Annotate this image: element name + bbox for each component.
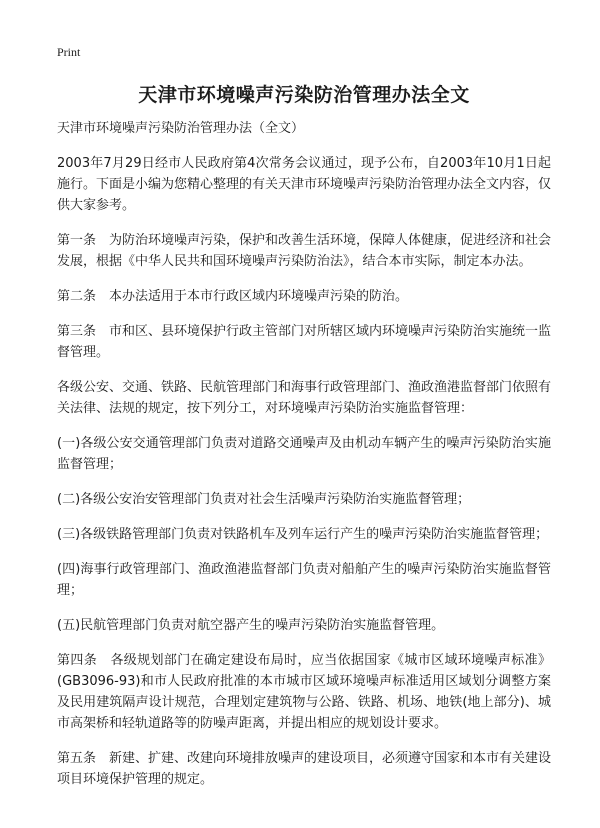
paragraph-article-5: 第五条 新建、扩建、改建向环境排放噪声的建设项目，必须遵守国家和本市有关建设项目环境保护管理的规定。: [57, 751, 552, 787]
paragraph-item-2: (二)各级公安治安管理部门负责对社会生活噪声污染防治实施监督管理；: [57, 492, 471, 507]
paragraph-item-5: (五)民航管理部门负责对航空器产生的噪声污染防治实施监督管理。: [57, 618, 445, 633]
paragraph-item-4: (四)海事行政管理部门、渔政渔港监督部门负责对船舶产生的噪声污染防治实施监督管理；: [57, 562, 551, 598]
paragraph-article-1: 第一条 为防治环境噪声污染，保护和改善生活环境，保障人体健康，促进经济和社会发展，根据《中华人民共和国环境噪声污染防治法》，结合本市实际，制定本办法。: [57, 233, 552, 269]
paragraph-article-3: 第三条 市和区、县环境保护行政主管部门对所辖区域内环境噪声污染防治实施统一监督管理。: [57, 324, 552, 360]
paragraph-subtitle: 天津市环境噪声污染防治管理办法（全文）: [57, 121, 305, 136]
paragraph-article-3-detail: 各级公安、交通、铁路、民航管理部门和海事行政管理部门、渔政渔港监督部门依照有关法律、法规的规定，按下列分工，对环境噪声污染防治实施监督管理：: [57, 380, 552, 416]
print-link[interactable]: Print: [57, 45, 81, 59]
paragraph-article-2: 第二条 本办法适用于本市行政区域内环境噪声污染的防治。: [57, 289, 409, 304]
paragraph-item-1: (一)各级公安交通管理部门负责对道路交通噪声及由机动车辆产生的噪声污染防治实施监督管理；: [57, 436, 551, 472]
paragraph-article-4: 第四条 各级规划部门在确定建设布局时，应当依据国家《城市区域环境噪声标准》(GB3096-93)和市人民政府批准的本市城市区域环境噪声标准适用区域划分调整方案及民用建筑隔声设计规范，合理划定建筑物与公路、铁路、机场、地铁(地上部分)、城市高架桥和轻轨道路等的防噪声距离，并提出相应的规划设计要求。: [57, 653, 551, 731]
article-body: [57, 118, 551, 804]
paragraph-item-3: (三)各级铁路管理部门负责对铁路机车及列车运行产生的噪声污染防治实施监督管理；: [57, 527, 549, 542]
page-title: 天津市环境噪声污染防治管理办法全文: [138, 84, 470, 106]
paragraph-intro: 2003年7月29日经市人民政府第4次常务会议通过，现予公布，自2003年10月1日起施行。下面是小编为您精心整理的有关天津市环境噪声污染防治管理办法全文内容，仅供大家参考。: [57, 156, 552, 213]
